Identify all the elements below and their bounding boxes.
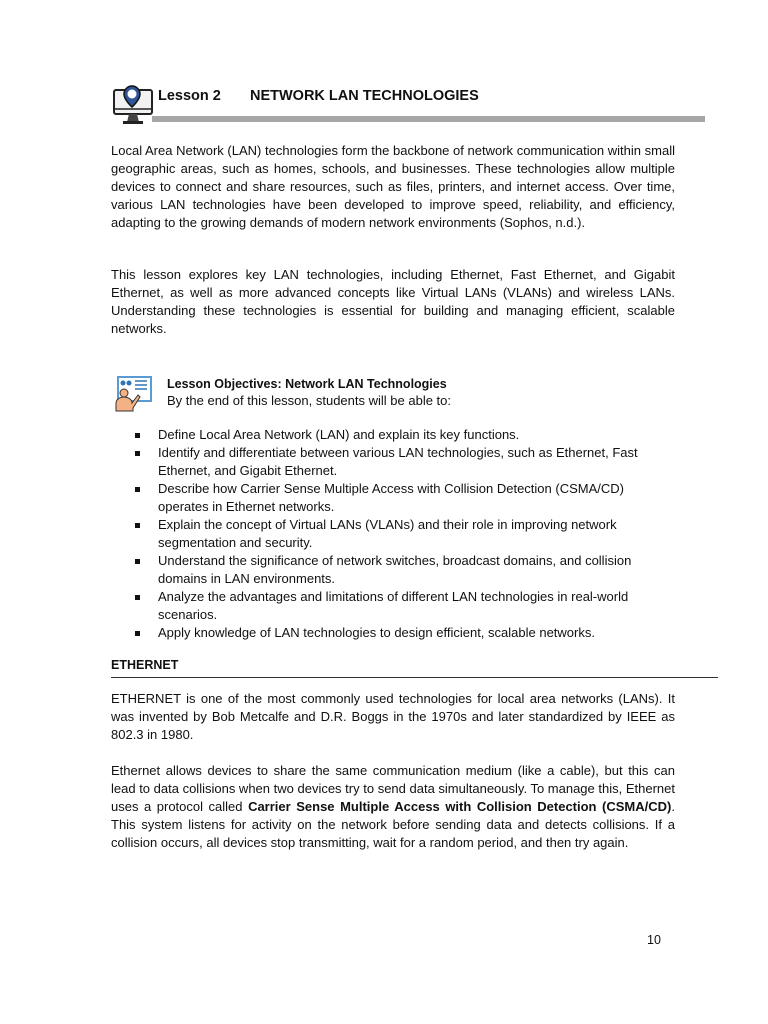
objective-text: Understand the significance of network switches, broadcast domains, and collision domains in LAN environments. [158, 553, 632, 586]
objective-text: Apply knowledge of LAN technologies to design efficient, scalable networks. [158, 625, 595, 640]
objective-item [133, 516, 663, 552]
page-number: 10 [647, 933, 661, 947]
bullet-icon [135, 487, 140, 492]
objective-text: Analyze the advantages and limitations of different LAN technologies in real-world scenarios. [158, 589, 629, 622]
objective-item [133, 480, 663, 516]
objective-item [133, 552, 663, 588]
csma-cd-term: Carrier Sense Multiple Access with Collision Detection (CSMA/CD) [248, 799, 672, 814]
ethernet-paragraph-1: ETHERNET is one of the most commonly used technologies for local area networks (LANs). It was invented by Bob Metcalfe and D.R. Boggs in the 1970s and later standardized by IEEE as 802.3 in 1980. [111, 691, 675, 742]
objective-item [133, 444, 663, 480]
objective-text: Identify and differentiate between various LAN technologies, such as Ethernet, Fast Ethernet, and Gigabit Ethernet. [158, 445, 638, 478]
bullet-icon [135, 433, 140, 438]
bullet-icon [135, 559, 140, 564]
bullet-icon [135, 523, 140, 528]
lesson-title: NETWORK LAN TECHNOLOGIES [250, 88, 479, 104]
lesson-label: Lesson 2 [158, 88, 221, 104]
intro-paragraph-1: Local Area Network (LAN) technologies form the backbone of network communication within small geographic areas, such as homes, schools, and businesses. These technologies allow multiple devices to connect and share resources, such as files, printers, and internet access. Over time, various LAN technologies have been developed to improve speed, reliability, and efficiency, adapting to the growing demands of modern network environments (Sophos, n.d.). [111, 143, 675, 230]
bullet-icon [135, 451, 140, 456]
objective-item [133, 426, 663, 444]
objective-item [133, 624, 663, 642]
bullet-icon [135, 595, 140, 600]
objective-text: Define Local Area Network (LAN) and explain its key functions. [158, 427, 520, 442]
ethernet-text: Ethernet allows devices to share the same communication medium (like a cable), but this can lead to data collisions when two devices try to send data simultaneously. To manage this, Ethernet uses a protocol called [111, 763, 675, 814]
objective-text: Describe how Carrier Sense Multiple Access with Collision Detection (CSMA/CD) operates in Ethernet networks. [158, 481, 624, 514]
teacher-presentation-icon [113, 376, 153, 412]
ethernet-paragraph-2 [111, 762, 675, 852]
ethernet-text: . This system listens for activity on the network before sending data and detects collisions. If a collision occurs, all devices stop transmitting, wait for a random period, and then try again. [111, 799, 675, 850]
objectives-heading: Lesson Objectives: Network LAN Technologies [167, 377, 447, 391]
section-divider [111, 677, 718, 678]
objective-item [133, 588, 663, 624]
header-divider [152, 116, 705, 122]
intro-paragraph-2: This lesson explores key LAN technologies, including Ethernet, Fast Ethernet, and Gigabit Ethernet, as well as more advanced concepts like Virtual LANs (VLANs) and wireless LANs. Understanding these technologies is essential for building and managing efficient, scalable networks. [111, 267, 675, 336]
lesson-header-icon [112, 84, 154, 126]
objectives-list [133, 426, 663, 642]
objective-text: Explain the concept of Virtual LANs (VLANs) and their role in improving network segmentation and security. [158, 517, 617, 550]
objectives-subheading: By the end of this lesson, students will be able to: [167, 393, 452, 408]
bullet-icon [135, 631, 140, 636]
section-heading-ethernet: ETHERNET [111, 658, 179, 672]
